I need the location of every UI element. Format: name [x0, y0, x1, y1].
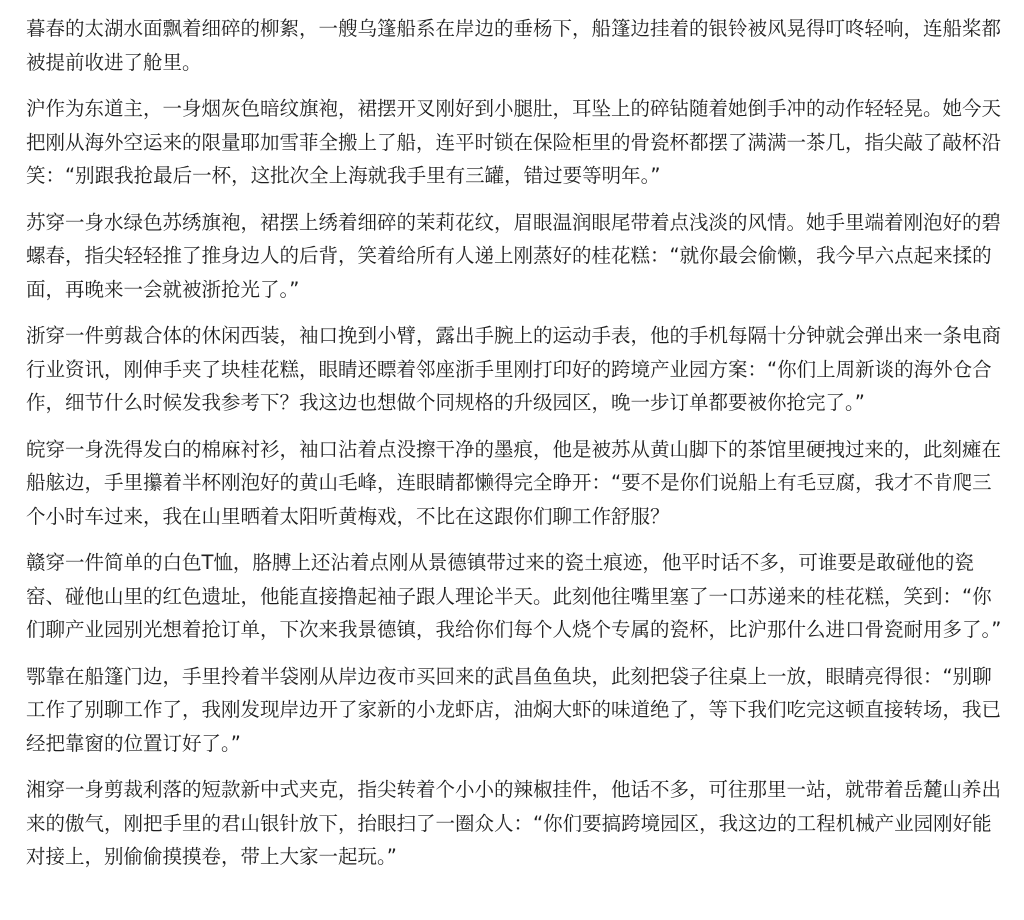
paragraph-hu: 沪作为东道主，一身烟灰色暗纹旗袍，裙摆开叉刚好到小腿肚，耳坠上的碎钻随着她倒手冲的动作轻轻晃。她今天把刚从海外空运来的限量耶加雪菲全搬上了船，连平时锁在保险柜里的骨瓷杯都摆了满满一茶几，指尖敲了敲杯沿笑：“别跟我抢最后一杯，这批次全上海就我手里有三罐，错过要等明年。”: [26, 97, 1002, 187]
paragraph-intro: 暮春的太湖水面飘着细碎的柳絮，一艘乌篷船系在岸边的垂杨下，船篷边挂着的银铃被风晃得叮咚轻响，连船桨都被提前收进了舱里。: [26, 17, 1002, 74]
paragraph-zhe: 浙穿一件剪裁合体的休闲西装，袖口挽到小臂，露出手腕上的运动手表，他的手机每隔十分钟就会弹出来一条电商行业资讯，刚伸手夹了块桂花糕，眼睛还瞟着邻座浙手里刚打印好的跨境产业园方案：“你们上周新谈的海外仓合作，细节什么时候发我参考下？我这边也想做个同规格的升级园区，晚一步订单都要被你抢完了。”: [26, 324, 1002, 414]
paragraph-su: 苏穿一身水绿色苏绣旗袍，裙摆上绣着细碎的茉莉花纹，眉眼温润眼尾带着点浅淡的风情。她手里端着刚泡好的碧螺春，指尖轻轻推了推身边人的后背，笑着给所有人递上刚蒸好的桂花糕：“就你最会偷懒，我今早六点起来揉的面，再晚来一会就被浙抢光了。”: [26, 210, 1002, 301]
paragraph-e: 鄂靠在船篷门边，手里拎着半袋刚从岸边夜市买回来的武昌鱼鱼块，此刻把袋子往桌上一放，眼睛亮得很：“别聊工作了别聊工作了，我刚发现岸边开了家新的小龙虾店，油焖大虾的味道绝了，等下我们吃完这顿直接转场，我已经把靠窗的位置订好了。”: [26, 664, 1002, 755]
paragraph-xiang: 湘穿一身剪裁利落的短款新中式夹克，指尖转着个小小的辣椒挂件，他话不多，可往那里一站，就带着岳麓山养出来的傲气，刚把手里的君山银针放下，抬眼扫了一圈众人：“你们要搞跨境园区，我这边的工程机械产业园刚好能对接上，别偷偷摸摸卷，带上大家一起玩。”: [26, 778, 1002, 868]
paragraph-gan: 赣穿一件简单的白色T恤，胳膊上还沾着点刚从景德镇带过来的瓷土痕迹，他平时话不多，可谁要是敢碰他的瓷窑、碰他山里的红色遗址，他能直接撸起袖子跟人理论半天。此刻他往嘴里塞了一口苏递来的桂花糕，笑到：“你们聊产业园别光想着抢订单，下次来我景德镇，我给你们每个人烧个专属的瓷杯，比沪那什么进口骨瓷耐用多了。”: [26, 551, 1002, 641]
paragraph-wan: 皖穿一身洗得发白的棉麻衬衫，袖口沾着点没擦干净的墨痕，他是被苏从黄山脚下的茶馆里硬拽过来的，此刻瘫在船舷边，手里攥着半杯刚泡好的黄山毛峰，连眼睛都懒得完全睁开：“要不是你们说船上有毛豆腐，我才不肯爬三个小时车过来，我在山里晒着太阳听黄梅戏，不比在这跟你们聊工作舒服？: [26, 437, 1002, 528]
